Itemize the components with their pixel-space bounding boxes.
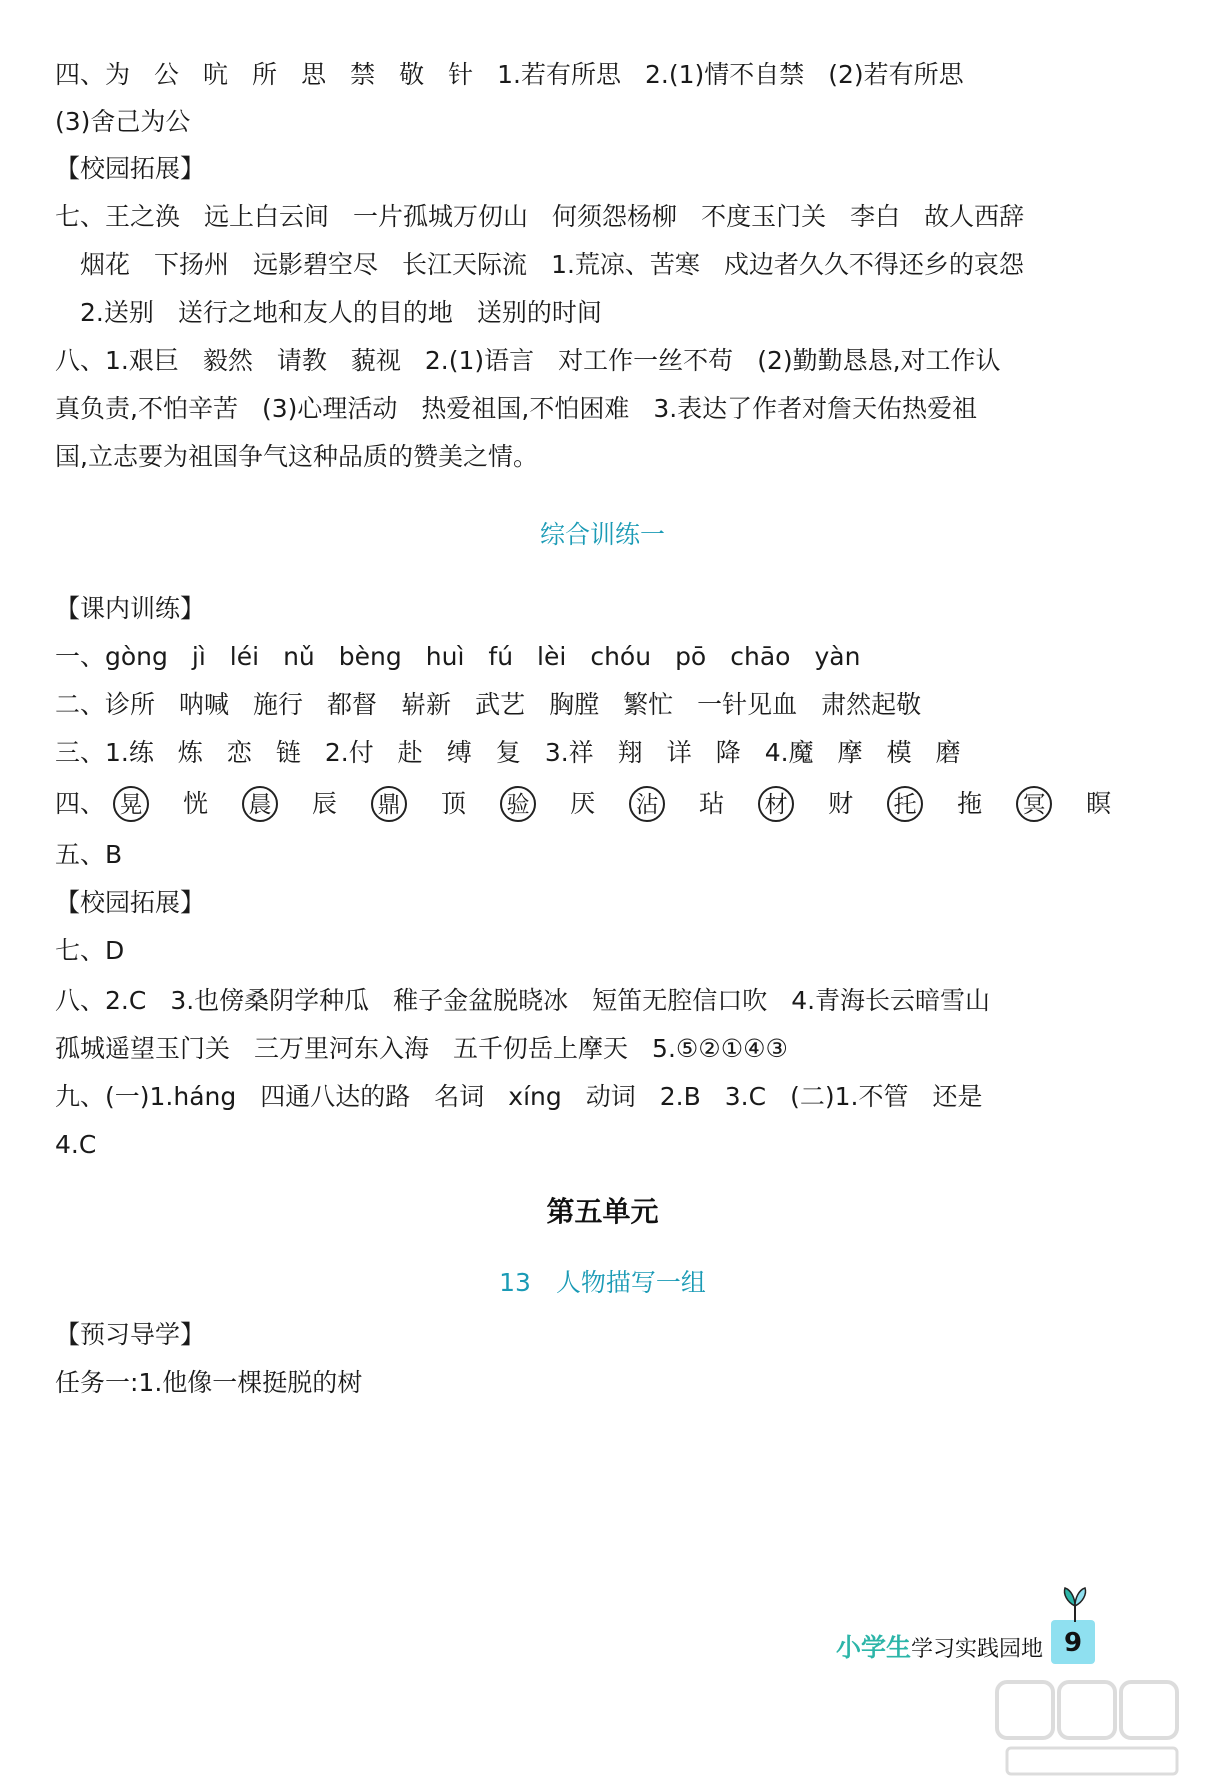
answer-segment: 2.B xyxy=(659,1082,701,1111)
answer-segment: 一片孤城万仞山 xyxy=(353,202,529,231)
plain-character: 拖 xyxy=(957,789,983,818)
circled-character: 托 xyxy=(887,786,923,822)
answer-segment: 肃然起敬 xyxy=(821,690,922,719)
answer-segment: 胸膛 xyxy=(549,690,600,719)
circled-character: 晃 xyxy=(113,786,149,822)
answer-segment: 动词 xyxy=(585,1082,636,1111)
section-heading-preview xyxy=(55,1318,1165,1352)
answer-segment: 缚 xyxy=(446,738,472,767)
answer-segment: 2.付 xyxy=(324,738,374,767)
answer-segment: bèng xyxy=(338,642,402,671)
answer-segment: 下扬州 xyxy=(154,250,230,279)
answer-segment: 七、王之涣 xyxy=(55,202,181,231)
answer-segment: 孤城遥望玉门关 xyxy=(55,1034,231,1063)
answer-segment: 何须怨杨柳 xyxy=(552,202,678,231)
answer-segment: 4.魔 xyxy=(764,738,814,767)
circled-character: 晨 xyxy=(242,786,278,822)
circled-character: 沾 xyxy=(629,786,665,822)
answer-segment: 烟花 xyxy=(80,250,131,279)
answer-segment: (二)1.不管 xyxy=(790,1082,909,1111)
line-prefix: 四、 xyxy=(55,789,106,818)
answer-line-9 xyxy=(55,1080,1165,1114)
answer-line-2 xyxy=(55,688,1165,722)
answer-segment: lèi xyxy=(537,642,567,671)
answer-segment: 4.C xyxy=(55,1130,97,1159)
plain-character: 顶 xyxy=(441,789,467,818)
answer-segment: 九、(一)1.háng xyxy=(55,1082,237,1111)
answer-segment: 一、gòng xyxy=(55,642,168,671)
answer-segment: 5.⑤②①④③ xyxy=(652,1034,788,1063)
answer-segment: 模 xyxy=(886,738,912,767)
answer-segment: 施行 xyxy=(253,690,304,719)
answer-segment: (2)勤勤恳恳,对工作认 xyxy=(757,346,1001,375)
brand-text xyxy=(836,1628,1043,1664)
task-line-1 xyxy=(55,1366,1165,1400)
answer-segment: 1.荒凉、苦寒 xyxy=(551,250,700,279)
answer-segment: 戍边者久久不得还乡的哀怨 xyxy=(723,250,1024,279)
answer-line-7b xyxy=(55,934,1165,968)
answer-segment: 敬 xyxy=(399,60,425,89)
answer-segment: 【预习导学】 xyxy=(55,1320,206,1349)
answer-segment: 还是 xyxy=(932,1082,983,1111)
answer-segment: 降 xyxy=(715,738,741,767)
answer-segment: 摩 xyxy=(837,738,863,767)
answer-segment: 繁忙 xyxy=(623,690,674,719)
answer-segment: 八、2.C xyxy=(55,986,147,1015)
page-number-badge xyxy=(1051,1620,1095,1664)
answer-segment: 远上白云间 xyxy=(204,202,330,231)
answer-segment: 3.祥 xyxy=(544,738,594,767)
answer-segment: 稚子金盆脱晓冰 xyxy=(393,986,569,1015)
answer-line-8 xyxy=(55,344,1165,378)
answer-line-8b-cont xyxy=(55,1032,1165,1066)
answer-segment: 针 xyxy=(448,60,474,89)
answer-line-4-cont xyxy=(55,105,1165,139)
plain-character: 财 xyxy=(828,789,854,818)
section-heading-campus xyxy=(55,152,1165,186)
answer-segment: 公 xyxy=(154,60,180,89)
answer-segment: chóu xyxy=(590,642,652,671)
answer-segment: 【课内训练】 xyxy=(55,594,206,623)
answer-line-5 xyxy=(55,838,1165,872)
answer-segment: 二、诊所 xyxy=(55,690,156,719)
answer-segment: 请教 xyxy=(276,346,327,375)
answer-segment: 恋 xyxy=(226,738,252,767)
answer-segment: 【校园拓展】 xyxy=(55,154,206,183)
answer-segment: 真负责,不怕辛苦 xyxy=(55,394,238,423)
page-number: 9 xyxy=(1063,1628,1083,1658)
answer-segment: 热爱祖国,不怕困难 xyxy=(421,394,630,423)
answer-segment: 4.青海长云暗雪山 xyxy=(791,986,991,1015)
circled-character: 鼎 xyxy=(371,786,407,822)
answer-segment: 对工作一丝不苟 xyxy=(558,346,734,375)
answer-segment: 国,立志要为祖国争气这种品质的赞美之情。 xyxy=(55,442,538,471)
section-title-training-1: 综合训练一 xyxy=(539,520,665,549)
answer-segment: 1.若有所思 xyxy=(497,60,621,89)
answer-segment: 五千仞岳上摩天 xyxy=(453,1034,629,1063)
answer-segment: 炼 xyxy=(177,738,203,767)
answer-segment: 三万里河东入海 xyxy=(254,1034,430,1063)
brand-accent: 小学生 xyxy=(835,1633,911,1662)
unit-title: 第五单元 xyxy=(546,1195,659,1228)
answer-segment: 3.表达了作者对詹天佑热爱祖 xyxy=(653,394,978,423)
answer-segment: 呐喊 xyxy=(179,690,230,719)
answer-segment: 思 xyxy=(301,60,327,89)
answer-segment: yàn xyxy=(814,642,861,671)
plain-character: 辰 xyxy=(312,789,338,818)
answer-segment: 一针见血 xyxy=(697,690,798,719)
answer-segment: 3.C xyxy=(724,1082,767,1111)
answer-line-1-pinyin xyxy=(55,640,1165,674)
answer-segment: 李白 xyxy=(850,202,901,231)
plain-character: 玷 xyxy=(699,789,725,818)
section-heading-class xyxy=(55,592,1165,626)
answer-line-9-cont xyxy=(55,1128,1165,1162)
answer-segment: 短笛无腔信口吹 xyxy=(592,986,768,1015)
answer-segment: 详 xyxy=(666,738,692,767)
answer-segment: 故人西辞 xyxy=(924,202,1025,231)
answer-segment: 长江天际流 xyxy=(402,250,528,279)
answer-segment: 藐视 xyxy=(350,346,401,375)
answer-segment: 所 xyxy=(252,60,278,89)
answer-segment: (2)若有所思 xyxy=(828,60,964,89)
answer-line-8-cont xyxy=(55,392,1165,426)
answer-segment: 四通八达的路 xyxy=(260,1082,411,1111)
answer-segment: 2.(1)语言 xyxy=(424,346,535,375)
answer-segment: 赴 xyxy=(397,738,423,767)
answer-segment: 【校园拓展】 xyxy=(55,888,206,917)
circled-character: 验 xyxy=(500,786,536,822)
brand-rest: 学习实践园地 xyxy=(910,1637,1043,1662)
answer-segment: 送别的时间 xyxy=(476,298,602,327)
answer-segment: 复 xyxy=(495,738,521,767)
answer-line-7-cont xyxy=(80,248,1165,282)
answer-segment: 名词 xyxy=(434,1082,485,1111)
answer-segment: nǔ xyxy=(283,642,315,671)
plain-character: 厌 xyxy=(570,789,596,818)
answer-segment: 3.也傍桑阴学种瓜 xyxy=(170,986,370,1015)
lesson-title: 13 人物描写一组 xyxy=(499,1268,706,1297)
answer-segment: 远影碧空尽 xyxy=(253,250,379,279)
answer-segment: 武艺 xyxy=(475,690,526,719)
sprout-icon xyxy=(1055,1584,1095,1624)
answer-segment: 三、1.练 xyxy=(55,738,154,767)
answer-segment: 不度玉门关 xyxy=(701,202,827,231)
answer-segment: 毅然 xyxy=(202,346,253,375)
watermark-logo-icon xyxy=(987,1672,1187,1782)
answer-segment: 七、D xyxy=(55,936,125,965)
answer-line-7-cont2 xyxy=(80,296,1165,330)
answer-segment: jì xyxy=(191,642,206,671)
answer-segment: chāo xyxy=(730,642,791,671)
circled-character: 材 xyxy=(758,786,794,822)
answer-segment: 翔 xyxy=(617,738,643,767)
answer-segment: (3)心理活动 xyxy=(261,394,398,423)
page-footer xyxy=(836,1620,1095,1664)
answer-line-8-cont2 xyxy=(55,440,1165,474)
answer-segment: 2.(1)情不自禁 xyxy=(644,60,805,89)
answer-segment: 送行之地和友人的目的地 xyxy=(177,298,453,327)
answer-segment: 吭 xyxy=(203,60,229,89)
answer-line-4-circled xyxy=(55,786,1165,822)
answer-line-8b xyxy=(55,984,1165,1018)
answer-segment: 禁 xyxy=(350,60,376,89)
answer-segment: (3)舍己为公 xyxy=(55,107,191,136)
answer-line-4 xyxy=(55,58,1165,92)
answer-segment: fú xyxy=(488,642,514,671)
answer-segment: 崭新 xyxy=(401,690,452,719)
answer-line-7 xyxy=(55,200,1165,234)
plain-character: 瞑 xyxy=(1086,789,1112,818)
circled-character: 冥 xyxy=(1016,786,1052,822)
answer-segment: xíng xyxy=(508,1082,562,1111)
answer-segment: 磨 xyxy=(935,738,961,767)
answer-segment: 链 xyxy=(275,738,301,767)
answer-segment: 五、B xyxy=(55,840,123,869)
answer-segment: 任务一:1.他像一棵挺脱的树 xyxy=(55,1368,363,1397)
answer-segment: 2.送别 xyxy=(80,298,154,327)
answer-segment: léi xyxy=(229,642,260,671)
answer-segment: 八、1.艰巨 xyxy=(55,346,179,375)
plain-character: 恍 xyxy=(183,789,209,818)
answer-segment: pō xyxy=(675,642,707,671)
answer-line-3 xyxy=(55,736,1165,770)
answer-segment: 都督 xyxy=(327,690,378,719)
section-heading-campus-2 xyxy=(55,886,1165,920)
answer-segment: huì xyxy=(425,642,465,671)
answer-segment: 四、为 xyxy=(55,60,131,89)
